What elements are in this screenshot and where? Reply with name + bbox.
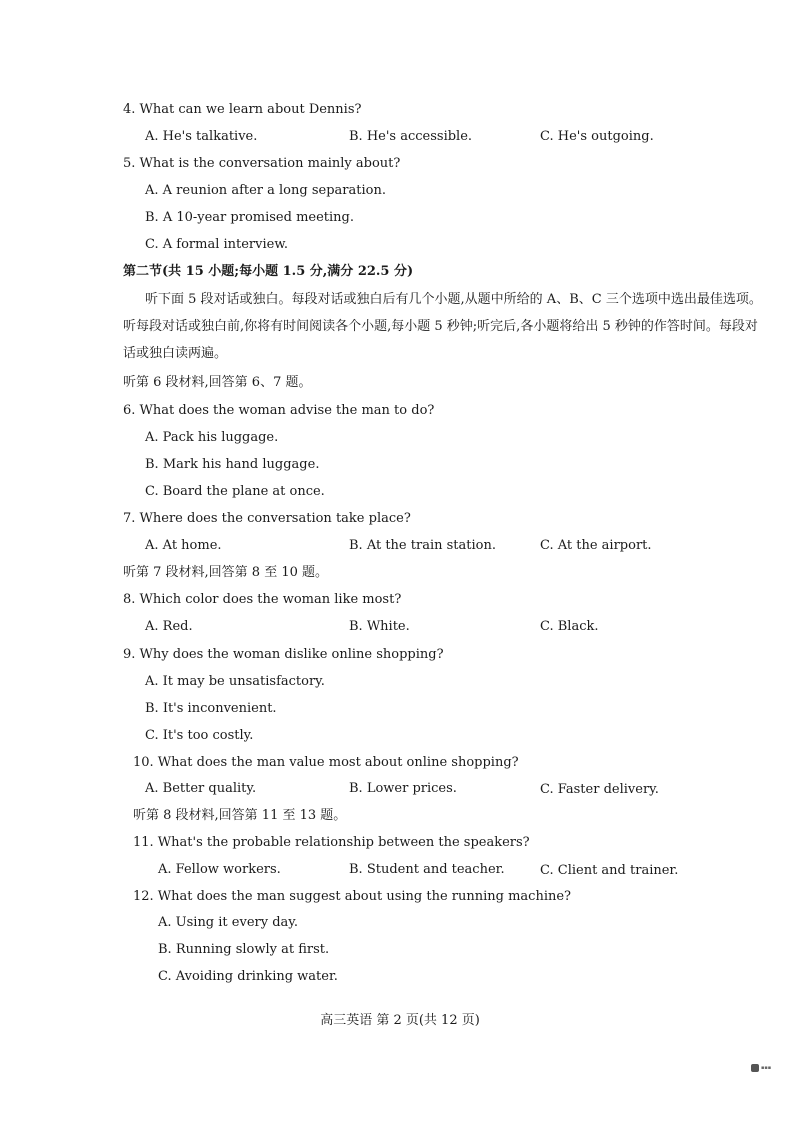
section-2-instructions: 听下面 5 段对话或独白。每段对话或独白后有几个小题,从题中所给的 A、B、C 三个选项中选出最佳选项。听每段对话或独白前,你将有时间阅读各个小题,每小题 5 秒钟;听完后,各小题将给出 5 秒钟的作答时间。每段对话或独白读两遍。: [123, 292, 762, 361]
question-5-option-a: A. A reunion after a long separation.: [145, 183, 386, 198]
question-4-option-b: B. He's accessible.: [349, 129, 473, 144]
question-9-option-c: C. It's too costly.: [145, 728, 254, 743]
passage-8-heading: 听第 8 段材料,回答第 11 至 13 题。: [133, 808, 347, 823]
section-2-title: 第二节(共 15 小题;每小题 1.5 分,满分 22.5 分): [123, 264, 414, 279]
question-12-stem: 12. What does the man suggest about using the running machine?: [133, 889, 572, 904]
question-6-option-a: A. Pack his luggage.: [145, 430, 279, 445]
watermark-logo: [751, 1062, 791, 1074]
question-8-option-c: C. Black.: [540, 619, 599, 634]
passage-7-heading: 听第 7 段材料,回答第 8 至 10 题。: [123, 565, 329, 580]
question-12-option-a: A. Using it every day.: [158, 915, 299, 930]
question-6-option-b: B. Mark his hand luggage.: [145, 457, 320, 472]
question-11-stem: 11. What's the probable relationship between the speakers?: [133, 835, 530, 850]
question-4-stem: 4. What can we learn about Dennis?: [123, 102, 362, 117]
question-9-option-a: A. It may be unsatisfactory.: [145, 674, 325, 689]
question-7-option-b: B. At the train station.: [349, 538, 496, 553]
page-footer: 高三英语 第 2 页(共 12 页): [320, 1013, 480, 1028]
question-9-stem: 9. Why does the woman dislike online shopping?: [123, 647, 444, 662]
question-4-option-a: A. He's talkative.: [145, 129, 258, 144]
question-5-option-b: B. A 10-year promised meeting.: [145, 210, 354, 225]
question-4-option-c: C. He's outgoing.: [540, 129, 654, 144]
question-5-stem: 5. What is the conversation mainly about?: [123, 156, 401, 171]
question-10-option-b: B. Lower prices.: [349, 781, 457, 796]
question-5-option-c: C. A formal interview.: [145, 237, 289, 252]
question-10-option-c: C. Faster delivery.: [540, 782, 659, 797]
question-7-option-a: A. At home.: [145, 538, 222, 553]
question-8-stem: 8. Which color does the woman like most?: [123, 592, 402, 607]
question-10-option-a: A. Better quality.: [145, 781, 257, 796]
question-7-stem: 7. Where does the conversation take place?: [123, 511, 411, 526]
question-11-option-b: B. Student and teacher.: [349, 862, 505, 877]
question-6-option-c: C. Board the plane at once.: [145, 484, 325, 499]
watermark-mark: ▪▪▪: [761, 1065, 772, 1071]
question-8-option-a: A. Red.: [145, 619, 193, 634]
question-11-option-a: A. Fellow workers.: [158, 862, 281, 877]
question-12-option-c: C. Avoiding drinking water.: [158, 969, 338, 984]
question-9-option-b: B. It's inconvenient.: [145, 701, 277, 716]
question-11-option-c: C. Client and trainer.: [540, 863, 679, 878]
question-7-option-c: C. At the airport.: [540, 538, 652, 553]
passage-6-heading: 听第 6 段材料,回答第 6、7 题。: [123, 375, 312, 390]
question-10-stem: 10. What does the man value most about online shopping?: [133, 755, 519, 770]
question-6-stem: 6. What does the woman advise the man to do?: [123, 403, 435, 418]
question-8-option-b: B. White.: [349, 619, 410, 634]
question-12-option-b: B. Running slowly at first.: [158, 942, 330, 957]
watermark-icon: [751, 1064, 759, 1072]
